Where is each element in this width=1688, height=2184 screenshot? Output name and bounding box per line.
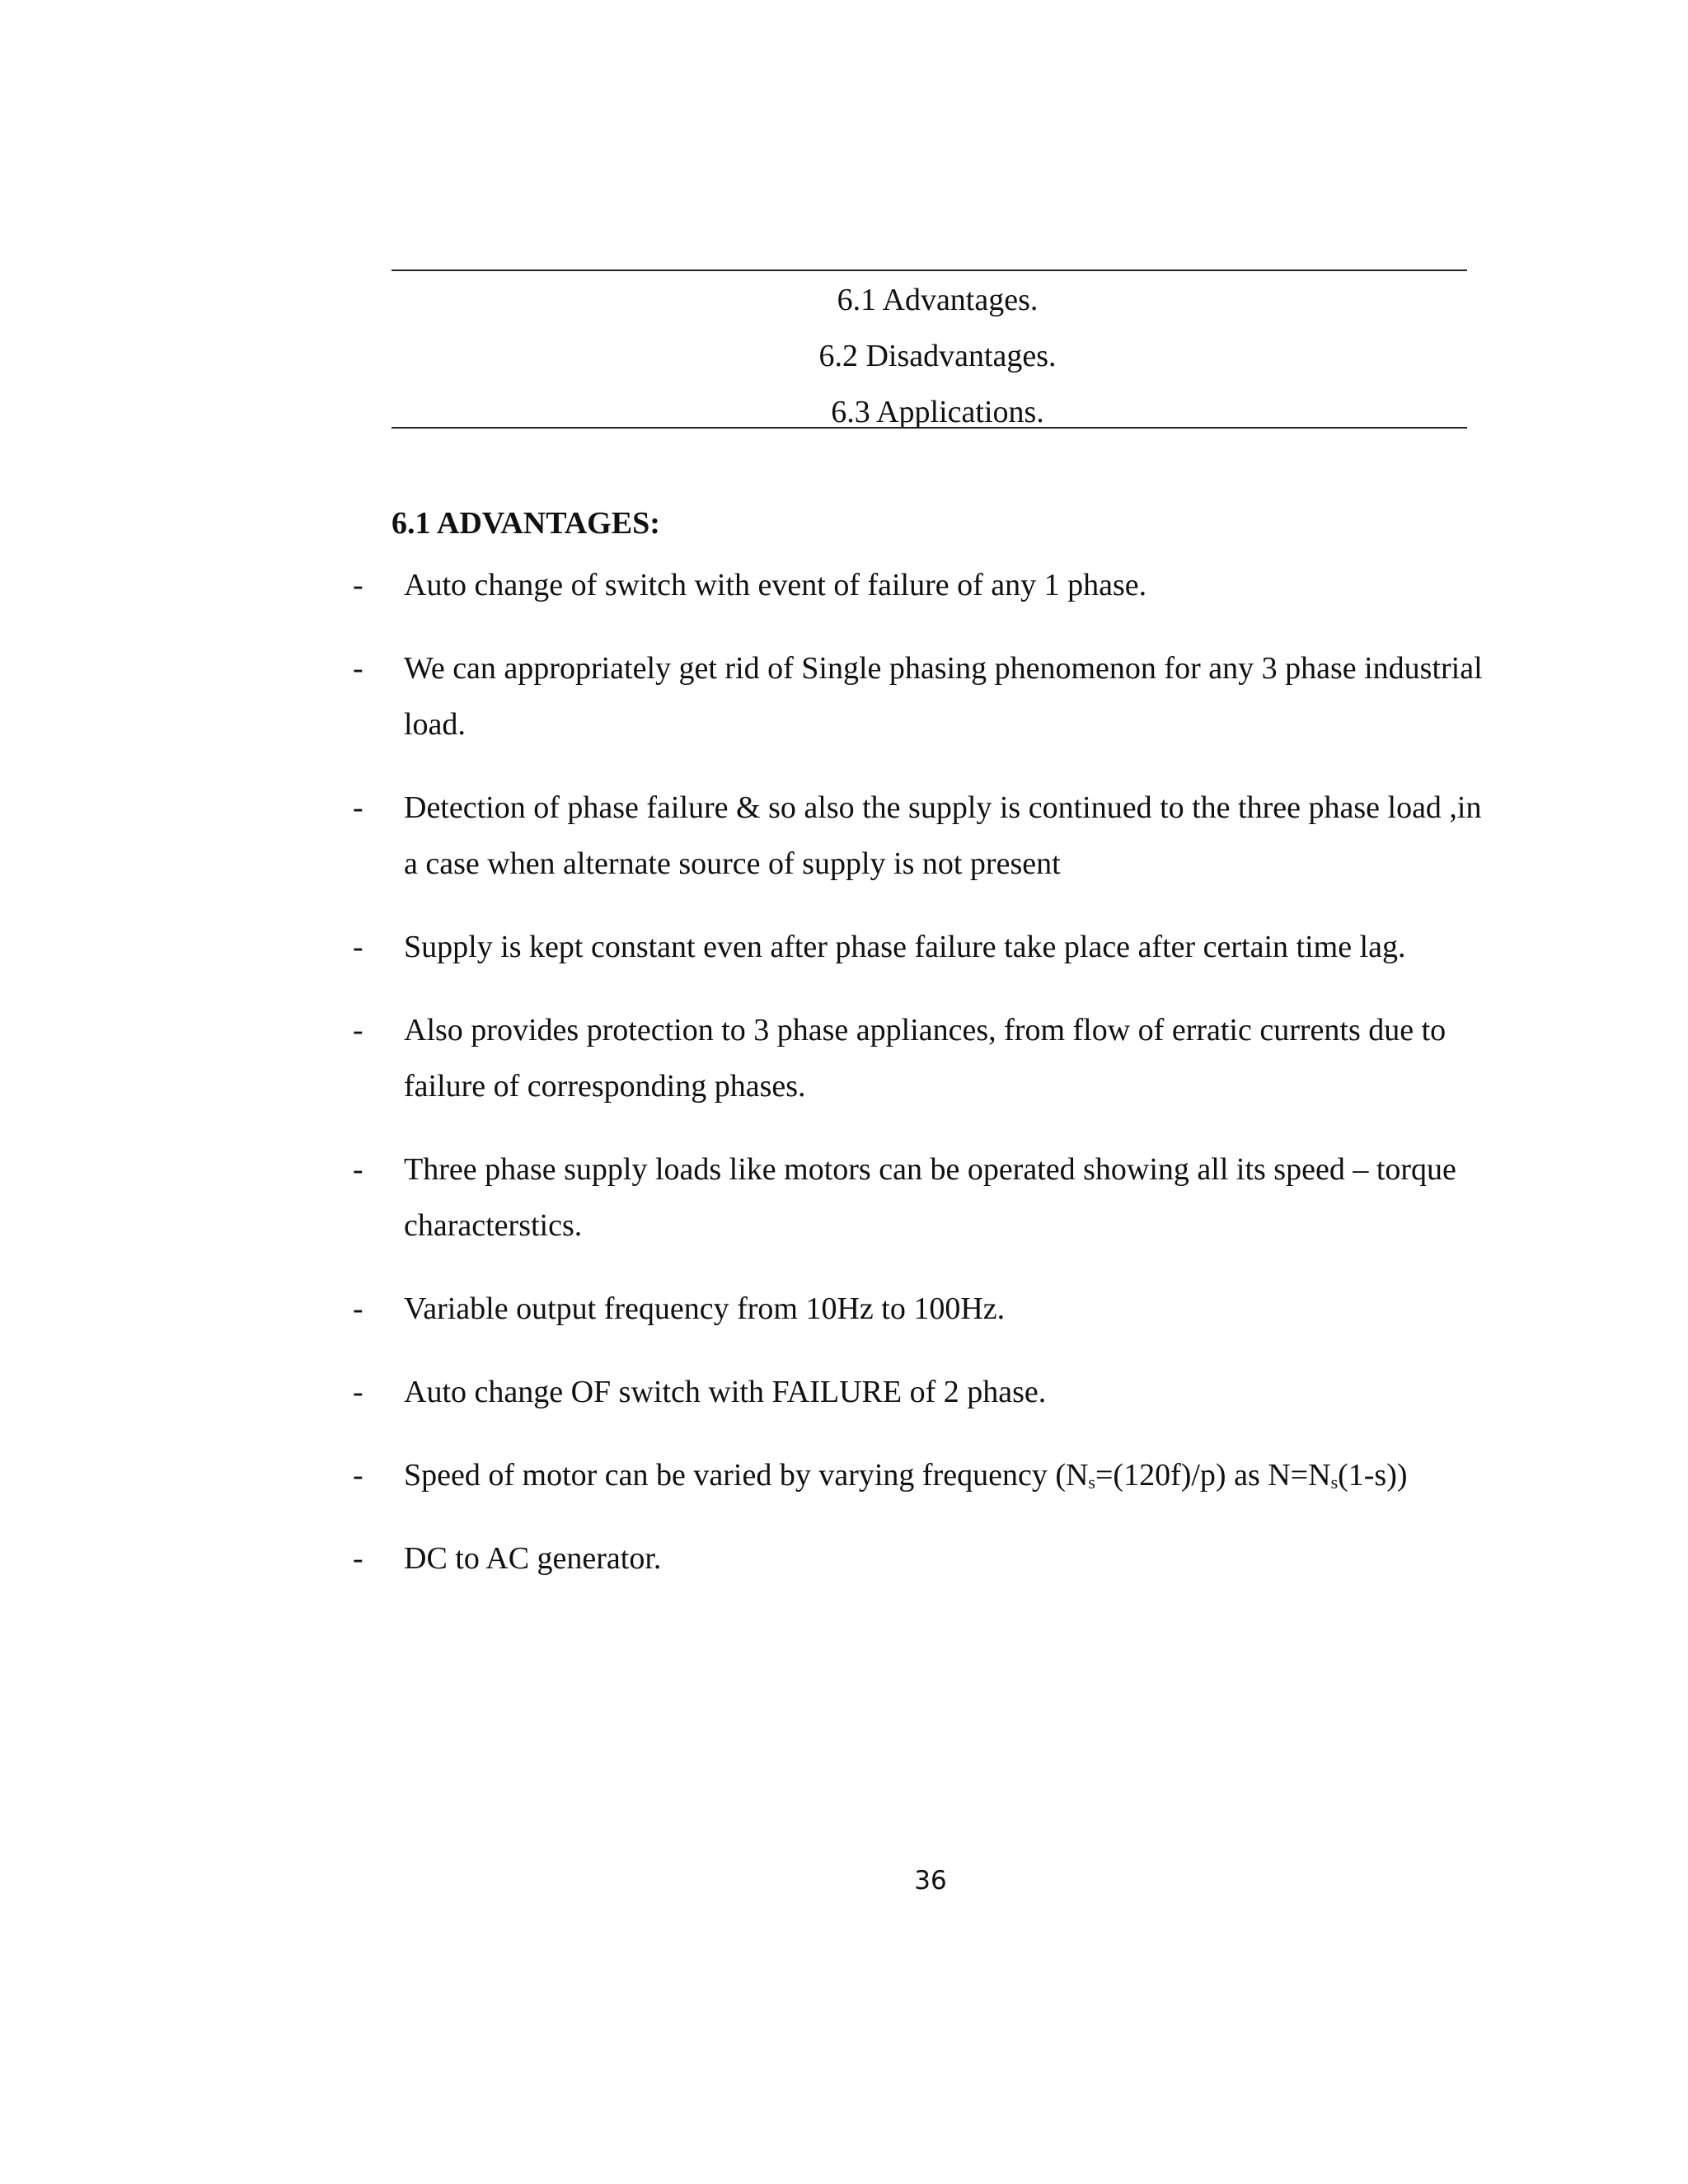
- list-item-text: Auto change OF switch with FAILURE of 2 phase.: [404, 1375, 1047, 1409]
- list-item-text-formula: [404, 1447, 1484, 1503]
- section-heading: 6.1 ADVANTAGES:: [392, 506, 660, 541]
- list-item-text: We can appropriately get rid of Single phasing phenomenon for any 3 phase industrial load.: [404, 651, 1483, 742]
- bullet-dash: -: [353, 1375, 363, 1409]
- toc-bottom-rule: [392, 427, 1467, 429]
- list-item: [0, 1447, 1688, 1503]
- page-number: 36: [914, 1866, 947, 1896]
- formula-text: Speed of motor can be varied by varying frequency (N: [404, 1458, 1089, 1493]
- list-item-text: Three phase supply loads like motors can be operated showing all its speed – torque characterstics.: [404, 1152, 1456, 1243]
- bullet-dash: -: [353, 568, 363, 602]
- toc-item: 6.2 Disadvantages.: [818, 339, 1057, 373]
- bullet-dash: -: [353, 790, 363, 825]
- bullet-dash: -: [353, 651, 363, 686]
- list-item: [0, 919, 1688, 975]
- chapter-contents-list: [392, 272, 1467, 440]
- list-item: [0, 1364, 1688, 1420]
- list-item: [0, 1281, 1688, 1337]
- subscript: s: [1330, 1472, 1339, 1493]
- list-item-text: Detection of phase failure & so also the supply is continued to the three phase load ,in a case when alternate source of supply is not present: [404, 790, 1482, 881]
- list-item: [0, 557, 1688, 613]
- list-item: [0, 780, 1688, 892]
- toc-item: 6.1 Advantages.: [837, 283, 1039, 317]
- subscript: s: [1088, 1472, 1095, 1493]
- list-item-text: DC to AC generator.: [404, 1541, 662, 1576]
- list-item: [0, 640, 1688, 752]
- list-item: [0, 1141, 1688, 1254]
- toc-top-rule: [392, 269, 1467, 271]
- advantages-list: [0, 557, 1688, 1614]
- bullet-dash: -: [353, 1152, 363, 1187]
- bullet-dash: -: [353, 1291, 363, 1326]
- formula-text: (1-s)): [1338, 1458, 1408, 1493]
- list-item-text: Supply is kept constant even after phase failure take place after certain time lag.: [404, 930, 1406, 964]
- bullet-dash: -: [353, 1013, 363, 1047]
- bullet-dash: -: [353, 1541, 363, 1576]
- list-item: [0, 1002, 1688, 1114]
- bullet-dash: -: [353, 1458, 363, 1493]
- list-item-text: Also provides protection to 3 phase appliances, from flow of erratic currents due to failure of corresponding phases.: [404, 1013, 1447, 1104]
- bullet-dash: -: [353, 930, 363, 964]
- list-item-text: Auto change of switch with event of failure of any 1 phase.: [404, 568, 1147, 602]
- formula-text: =(120f)/p) as N=N: [1095, 1458, 1331, 1493]
- list-item: [0, 1530, 1688, 1586]
- toc-item: 6.3 Applications.: [831, 395, 1044, 429]
- list-item-text: Variable output frequency from 10Hz to 100Hz.: [404, 1291, 1006, 1326]
